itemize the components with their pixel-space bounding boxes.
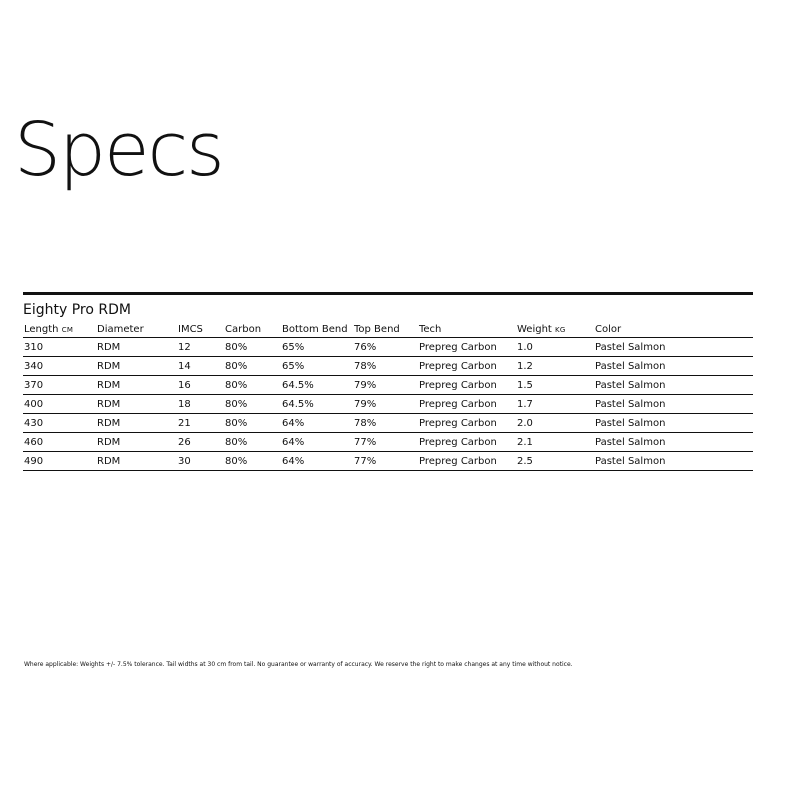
cell-imcs: 16 — [177, 376, 224, 395]
cell-diameter: RDM — [96, 376, 177, 395]
cell-top-bend: 77% — [353, 433, 418, 452]
cell-diameter: RDM — [96, 414, 177, 433]
cell-top-bend: 78% — [353, 357, 418, 376]
cell-diameter: RDM — [96, 395, 177, 414]
column-header-weight: Weight KG — [516, 322, 594, 338]
cell-color: Pastel Salmon — [594, 433, 753, 452]
cell-tech: Prepreg Carbon — [418, 433, 516, 452]
cell-color: Pastel Salmon — [594, 414, 753, 433]
cell-diameter: RDM — [96, 433, 177, 452]
cell-carbon: 80% — [224, 357, 281, 376]
cell-color: Pastel Salmon — [594, 376, 753, 395]
cell-color: Pastel Salmon — [594, 395, 753, 414]
table-row — [23, 357, 753, 376]
cell-imcs: 12 — [177, 338, 224, 357]
cell-tech: Prepreg Carbon — [418, 414, 516, 433]
cell-carbon: 80% — [224, 376, 281, 395]
table-row — [23, 433, 753, 452]
cell-weight: 1.0 — [516, 338, 594, 357]
table-row — [23, 395, 753, 414]
cell-top-bend: 77% — [353, 452, 418, 471]
spec-table — [23, 322, 753, 471]
cell-tech: Prepreg Carbon — [418, 357, 516, 376]
cell-length: 370 — [23, 376, 96, 395]
cell-diameter: RDM — [96, 452, 177, 471]
cell-weight: 2.5 — [516, 452, 594, 471]
cell-tech: Prepreg Carbon — [418, 395, 516, 414]
cell-bottom-bend: 64% — [281, 414, 353, 433]
column-header-carbon: Carbon — [224, 322, 281, 338]
cell-imcs: 14 — [177, 357, 224, 376]
column-header-top-bend: Top Bend — [353, 322, 418, 338]
table-row — [23, 452, 753, 471]
cell-length: 430 — [23, 414, 96, 433]
cell-weight: 1.7 — [516, 395, 594, 414]
cell-length: 400 — [23, 395, 96, 414]
cell-tech: Prepreg Carbon — [418, 338, 516, 357]
cell-imcs: 18 — [177, 395, 224, 414]
cell-length: 340 — [23, 357, 96, 376]
product-name: Eighty Pro RDM — [23, 302, 131, 318]
cell-imcs: 26 — [177, 433, 224, 452]
table-row — [23, 338, 753, 357]
cell-length: 490 — [23, 452, 96, 471]
footer-disclaimer: Where applicable: Weights +/- 7.5% tolerance. Tail widths at 30 cm from tail. No guarantee or warranty of accuracy. We reserve the right to make changes at any time without notice. — [24, 661, 573, 668]
table-row — [23, 414, 753, 433]
cell-top-bend: 79% — [353, 376, 418, 395]
unit-label: KG — [555, 326, 566, 334]
cell-bottom-bend: 65% — [281, 357, 353, 376]
cell-tech: Prepreg Carbon — [418, 376, 516, 395]
cell-top-bend: 79% — [353, 395, 418, 414]
column-header-tech: Tech — [418, 322, 516, 338]
cell-carbon: 80% — [224, 414, 281, 433]
cell-color: Pastel Salmon — [594, 357, 753, 376]
column-header-bottom-bend: Bottom Bend — [281, 322, 353, 338]
table-header-row — [23, 322, 753, 338]
cell-tech: Prepreg Carbon — [418, 452, 516, 471]
cell-carbon: 80% — [224, 452, 281, 471]
cell-diameter: RDM — [96, 357, 177, 376]
page-title: Specs — [14, 107, 223, 193]
cell-color: Pastel Salmon — [594, 452, 753, 471]
table-row — [23, 376, 753, 395]
cell-carbon: 80% — [224, 433, 281, 452]
cell-bottom-bend: 64.5% — [281, 395, 353, 414]
cell-color: Pastel Salmon — [594, 338, 753, 357]
cell-weight: 1.5 — [516, 376, 594, 395]
cell-imcs: 21 — [177, 414, 224, 433]
cell-weight: 2.1 — [516, 433, 594, 452]
cell-weight: 1.2 — [516, 357, 594, 376]
cell-weight: 2.0 — [516, 414, 594, 433]
cell-bottom-bend: 64.5% — [281, 376, 353, 395]
column-header-length: Length CM — [23, 322, 96, 338]
column-header-color: Color — [594, 322, 753, 338]
cell-diameter: RDM — [96, 338, 177, 357]
spec-table-section — [23, 292, 753, 471]
cell-length: 460 — [23, 433, 96, 452]
cell-bottom-bend: 64% — [281, 452, 353, 471]
cell-carbon: 80% — [224, 395, 281, 414]
column-header-diameter: Diameter — [96, 322, 177, 338]
column-header-imcs: IMCS — [177, 322, 224, 338]
cell-top-bend: 78% — [353, 414, 418, 433]
cell-length: 310 — [23, 338, 96, 357]
cell-bottom-bend: 65% — [281, 338, 353, 357]
cell-top-bend: 76% — [353, 338, 418, 357]
cell-imcs: 30 — [177, 452, 224, 471]
cell-carbon: 80% — [224, 338, 281, 357]
cell-bottom-bend: 64% — [281, 433, 353, 452]
unit-label: CM — [61, 326, 74, 334]
